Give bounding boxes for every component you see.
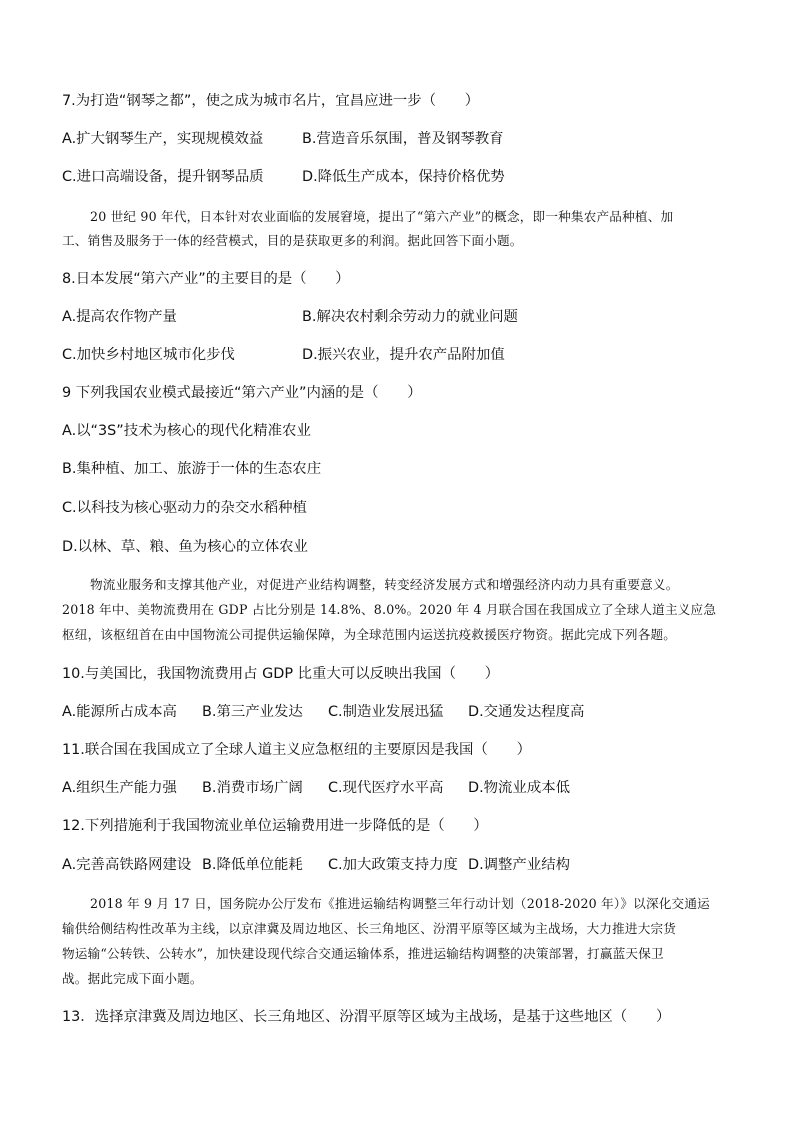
question-9-option-d: D.以林、草、粮、鱼为核心的立体农业 (62, 539, 308, 555)
passage-4-line-2: 输供给侧结构性改革为主线，以京津冀及周边地区、长三角地区、汾渭平原等区域为主战场，大力推进大宗货 (62, 921, 677, 936)
question-7-options-row-2 (62, 168, 505, 186)
question-9-stem: 9 下列我国农业模式最接近“第六产业”内涵的是（ ） (62, 385, 422, 401)
question-10-option-a: A.能源所占成本高 (62, 704, 177, 720)
question-11-options (62, 779, 570, 797)
question-10-options (62, 703, 584, 721)
question-7-option-a: A.扩大钢琴生产，实现规模效益 (62, 131, 264, 147)
question-12-options (62, 856, 570, 874)
passage-2-line-1: 20 世纪 90 年代，日本针对农业面临的发展窘境，提出了“第六产业”的概念，即一种集农产品种植、加 (90, 209, 674, 224)
question-10-stem: 10.与美国比，我国物流费用占 GDP 比重大可以反映出我国（ ） (62, 666, 500, 682)
passage-4-line-1: 2018 年 9 月 17 日，国务院办公厅发布《推进运输结构调整三年行动计划（2018-2020 年）》以深化交通运 (90, 896, 710, 911)
question-8-option-c: C.加快乡村地区城市化步伐 (62, 347, 235, 363)
question-7-options-row-1 (62, 130, 504, 148)
question-8-option-d: D.振兴农业，提升农产品附加值 (302, 347, 505, 363)
question-11-option-b: B.消费市场广阔 (202, 780, 303, 796)
question-8-stem: 8.日本发展“第六产业”的主要目的是（ ） (62, 271, 350, 287)
question-12-option-c: C.加大政策支持力度 (328, 857, 458, 873)
question-8-option-b: B.解决农村剩余劳动力的就业问题 (302, 309, 518, 325)
question-8-option-a: A.提高农作物产量 (62, 309, 177, 325)
question-8-options-row-1 (62, 308, 518, 326)
question-12-option-d: D.调整产业结构 (468, 857, 570, 873)
question-10-option-d: D.交通发达程度高 (468, 704, 585, 720)
question-7-option-b: B.营造音乐氛围，普及钢琴教育 (302, 131, 504, 147)
question-12-option-a: A.完善高铁路网建设 (62, 857, 192, 873)
question-12-option-b: B.降低单位能耗 (202, 857, 303, 873)
question-8-options-row-2 (62, 346, 505, 364)
passage-3-line-1: 物流业服务和支撑其他产业，对促进产业结构调整，转变经济发展方式和增强经济内动力具有重要意义。 (90, 577, 679, 592)
question-13-stem: 13．选择京津冀及周边地区、长三角地区、汾渭平原等区域为主战场，是基于这些地区（ ） (62, 1009, 671, 1025)
question-12-stem: 12.下列措施利于我国物流业单位运输费用进一步降低的是（ ） (62, 818, 488, 834)
passage-3-line-3: 枢纽，该枢纽首在由中国物流公司提供运输保障，为全球范围内运送抗疫救援医疗物资。据此完成下列各题。 (62, 627, 677, 642)
question-9-option-b: B.集种植、加工、旅游于一体的生态农庄 (62, 461, 322, 477)
question-9-option-c: C.以科技为核心驱动力的杂交水稻种植 (62, 500, 307, 516)
question-7-option-c: C.进口高端设备，提升钢琴品质 (62, 169, 264, 185)
question-9-option-a: A.以“3S”技术为核心的现代化精准农业 (62, 423, 311, 439)
question-10-option-c: C.制造业发展迅猛 (328, 704, 444, 720)
question-7-stem: 7.为打造“钢琴之都”，使之成为城市名片，宜昌应进一步（ ） (62, 93, 480, 109)
question-11-option-a: A.组织生产能力强 (62, 780, 177, 796)
passage-3-line-2: 2018 年中、美物流费用在 GDP 占比分别是 14.8%、8.0%。2020 年 4 月联合国在我国成立了全球人道主义应急 (62, 602, 717, 617)
passage-2-line-2: 工、销售及服务于一体的经营模式，目的是获取更多的利润。据此回答下面小题。 (62, 233, 523, 248)
question-10-option-b: B.第三产业发达 (202, 704, 303, 720)
question-7-option-d: D.降低生产成本，保持价格优势 (302, 169, 505, 185)
passage-4-line-4: 战。据此完成下面小题。 (62, 971, 203, 986)
question-11-option-d: D.物流业成本低 (468, 780, 570, 796)
question-11-stem: 11.联合国在我国成立了全球人道主义应急枢纽的主要原因是我国（ ） (62, 742, 531, 758)
question-11-option-c: C.现代医疗水平高 (328, 780, 444, 796)
passage-4-line-3: 物运输“公转铁、公转水”，加快建设现代综合交通运输体系，推进运输结构调整的决策部署，打赢蓝天保卫 (62, 946, 664, 961)
